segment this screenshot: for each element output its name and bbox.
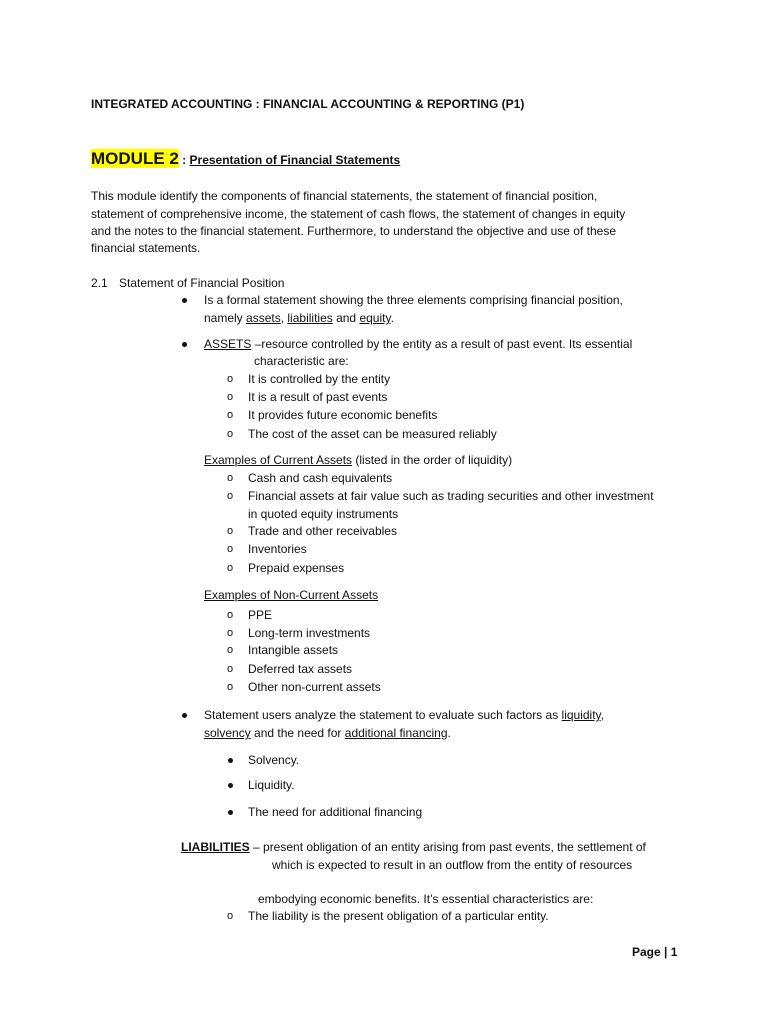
term-assets: assets [246,311,281,325]
bullet1-comma: , [280,311,288,325]
circle-bullet-icon: o [227,391,234,403]
document-header: INTEGRATED ACCOUNTING : FINANCIAL ACCOUNTING & REPORTING (P1) [91,97,525,111]
intro-line-1: This module identify the components of financial statements, the statement of financial position, [91,189,598,203]
circle-bullet-icon: o [227,663,234,675]
bullet1-line2 [204,310,394,327]
term-solvency: solvency [204,726,251,740]
module-label: MODULE 2 [91,149,179,168]
bullet1-line1: Is a formal statement showing the three elements comprising financial position, [204,293,623,307]
liabilities-line2: which is expected to result in an outflow from the entity of resources [272,858,633,872]
user-factor-item: Liquidity. [248,778,295,792]
user-factor-item: The need for additional financing [248,805,423,819]
bullet-icon [228,758,233,763]
bullet1-and: and [332,311,360,325]
circle-bullet-icon: o [227,627,234,639]
circle-bullet-icon: o [227,543,234,555]
noncurrent-asset-item: Other non-current assets [248,680,381,694]
circle-bullet-icon: o [227,525,234,537]
circle-bullet-icon: o [227,373,234,385]
noncurrent-asset-item: Long-term investments [248,626,371,640]
liabilities-definition: – present obligation of an entity arising from past events, the settlement of [249,840,646,854]
current-asset-item: Cash and cash equivalents [248,471,393,485]
current-asset-item: Financial assets at fair value such as trading securities and other investment [248,489,654,503]
current-assets-heading-line [204,452,512,469]
circle-bullet-icon: o [227,562,234,574]
liabilities-line1 [181,839,646,856]
term-additional-financing: additional financing [344,726,448,740]
current-asset-item-cont: in quoted equity instruments [248,507,399,521]
users-prefix: Statement users analyze the statement to evaluate such factors as [204,708,562,722]
users-mid: and the need for [250,726,345,740]
module-heading [91,150,400,169]
circle-bullet-icon: o [227,472,234,484]
intro-line-4: financial statements. [91,241,201,255]
term-liabilities: liabilities [287,311,333,325]
current-assets-note: (listed in the order of liquidity) [352,453,513,467]
page-label: Page | [632,945,671,959]
section-title: Statement of Financial Position [119,276,285,290]
section-heading [91,275,284,292]
noncurrent-asset-item: Intangible assets [248,643,339,657]
user-factor-item: Solvency. [248,753,300,767]
liabilities-label: LIABILITIES [181,840,250,854]
asset-char-item: It is controlled by the entity [248,372,391,386]
users-comma: , [600,708,605,722]
module-title: Presentation of Financial Statements [189,153,401,167]
current-asset-item: Prepaid expenses [248,561,345,575]
current-asset-item: Trade and other receivables [248,524,397,538]
circle-bullet-icon: o [227,609,234,621]
assets-line1 [204,336,632,353]
current-assets-heading: Examples of Current Assets [204,453,353,467]
circle-bullet-icon: o [227,490,234,502]
noncurrent-asset-item: PPE [248,608,273,622]
module-separator: : [178,153,190,167]
noncurrent-assets-heading: Examples of Non-Current Assets [204,588,379,602]
term-equity: equity [359,311,391,325]
term-liquidity: liquidity [561,708,601,722]
circle-bullet-icon: o [227,644,234,656]
asset-char-item: The cost of the asset can be measured reliably [248,427,497,441]
intro-line-2: statement of comprehensive income, the statement of cash flows, the statement of changes in equity [91,207,626,221]
noncurrent-asset-item: Deferred tax assets [248,662,353,676]
current-asset-item: Inventories [248,542,307,556]
bullet-icon [182,713,187,718]
assets-label: ASSETS [204,337,252,351]
circle-bullet-icon: o [227,409,234,421]
bullet-icon [228,810,233,815]
bullet-icon [182,298,187,303]
bullet1-period: . [390,311,394,325]
asset-char-item: It is a result of past events [248,390,388,404]
intro-line-3: and the notes to the financial statement. Furthermore, to understand the objective and use of these [91,224,616,238]
bullet-icon [182,342,187,347]
circle-bullet-icon: o [227,681,234,693]
circle-bullet-icon: o [227,428,234,440]
bullet1-prefix: namely [204,311,247,325]
liability-char-item: The liability is the present obligation of a particular entity. [248,909,549,923]
users-line1 [204,707,604,724]
liabilities-line3: embodying economic benefits. It’s essential characteristics are: [258,892,594,906]
asset-char-item: It provides future economic benefits [248,408,438,422]
bullet-icon [228,783,233,788]
circle-bullet-icon: o [227,910,234,922]
section-number: 2.1 [91,276,108,290]
assets-line2: characteristic are: [254,354,349,368]
assets-definition: –resource controlled by the entity as a result of past event. Its essential [251,337,633,351]
users-line2 [204,725,451,742]
page-num: 1 [670,945,678,959]
page-number [632,944,677,961]
users-end: . [447,726,451,740]
